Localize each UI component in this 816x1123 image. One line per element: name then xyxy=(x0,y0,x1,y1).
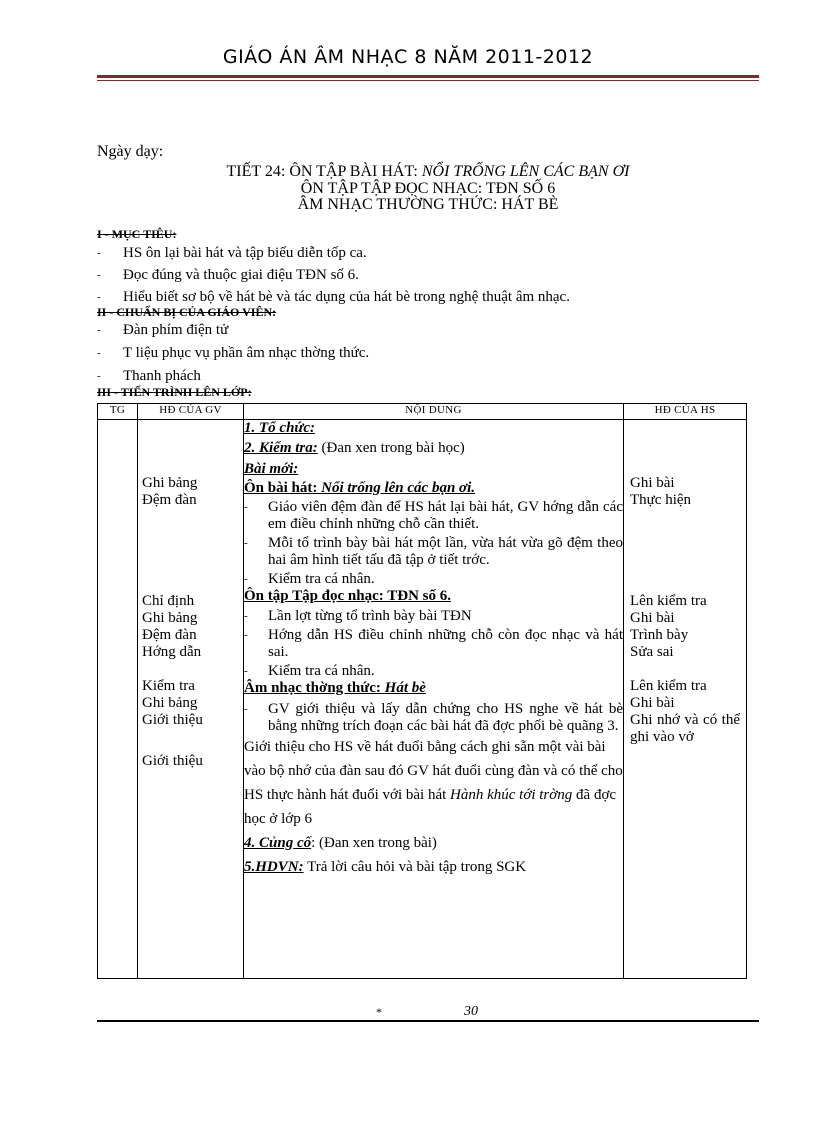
preparation-item: - T liệu phục vụ phần âm nhạc thờng thức. xyxy=(97,345,370,361)
lesson-title-line-2: ÔN TẬP TẬP ĐỌC NHẠC: TĐN SỐ 6 xyxy=(300,180,556,197)
date-label: Ngày dạy: xyxy=(97,143,164,160)
objective-item: - Đọc đúng và thuộc giai điệu TĐN số 6. xyxy=(97,267,359,283)
content-item: - Giáo viên đệm đàn để HS hát lại bài hát, GV hớng dẫn các em điều chỉnh những chỗ cần thiết. xyxy=(244,499,623,532)
content-item: - Kiểm tra cá nhân. xyxy=(244,571,375,587)
table-row xyxy=(98,420,747,979)
content-item: - Kiểm tra cá nhân. xyxy=(244,663,375,679)
col-header-tg: TG xyxy=(98,404,138,420)
objective-item: - HS ôn lại bài hát và tập biểu diễn tốp ca. xyxy=(97,245,367,261)
content-bai-moi: Bài mới: xyxy=(244,461,299,477)
section-heading-process: III - TIẾN TRÌNH LÊN LỚP: xyxy=(97,385,252,399)
content-hdvn: 5.HDVN: Trả lời câu hỏi và bài tập trong SGK xyxy=(244,859,527,875)
header-rule-thin xyxy=(97,80,759,81)
objective-item: - Hiểu biết sơ bộ về hát bè và tác dụng của hát bè trong nghệ thuật âm nhạc. xyxy=(97,289,570,305)
footer-rule xyxy=(97,1020,759,1022)
content-cung-co: 4. Củng cố: (Đan xen trong bài) xyxy=(244,835,437,851)
tg-cell xyxy=(98,420,138,979)
content-to-chuc: 1. Tổ chức: xyxy=(244,420,316,436)
table-header-row xyxy=(98,404,747,420)
content-on-bai-hat: Ôn bài hát: Nổi trống lên các bạn ơi. xyxy=(244,480,475,496)
lesson-title-line-3: ÂM NHẠC THƯỜNG THỨC: HÁT BÈ xyxy=(297,196,559,213)
content-item: - Mỗi tổ trình bày bài hát một lần, vừa hát vừa gõ đệm theo hai âm hình tiết tấu đã tập ở tiết trớc. xyxy=(244,535,623,568)
footer-star: * xyxy=(376,1005,382,1019)
content-on-tdn: Ôn tập Tập đọc nhạc: TĐN số 6. xyxy=(244,588,451,604)
section-heading-preparation: II - CHUẨN BỊ CỦA GIÁO VIÊN: xyxy=(97,305,277,319)
content-item: - Hớng dẫn HS điều chỉnh những chỗ còn đọc nhạc và hát sai. xyxy=(244,627,623,660)
gv-activity-cell: Ghi bảng Đệm đàn Chỉ định Ghi bảng Đệm đàn Hớng dẫn Kiểm tra Ghi bảng Giới thiệu Giới thiệu xyxy=(138,420,244,979)
content-para-hat-duoi: Giới thiệu cho HS về hát đuổi bằng cách ghi sẵn một vài bài vào bộ nhớ của đàn sau đó GV hát đuổi cùng đàn và có thể cho HS thực hành hát đuổi với bài hát Hành khúc tới trờng đã đợc học ở lớp 6 xyxy=(244,739,623,827)
page-number: 30 xyxy=(464,1004,478,1019)
col-header-content: NỘI DUNG xyxy=(244,404,624,420)
lesson-table xyxy=(97,403,747,979)
content-item: - GV giới thiệu và lấy dẫn chứng cho HS nghe về hát bè bằng những trích đoạn các bài hát đã đợc phối bè quãng 3. xyxy=(244,701,623,734)
title-song: NỔI TRỐNG LÊN CÁC BẠN ƠI xyxy=(421,163,630,180)
col-header-hs: HĐ CỦA HS xyxy=(624,404,747,420)
preparation-item: - Đàn phím điện tử xyxy=(97,322,229,338)
header-rule xyxy=(97,75,759,78)
content-cell xyxy=(244,420,624,979)
page-header-title: GIÁO ÁN ÂM NHẠC 8 NĂM 2011-2012 xyxy=(222,46,594,68)
col-header-gv: HĐ CỦA GV xyxy=(138,404,244,420)
content-item: - Lần lợt từng tổ trình bày bài TĐN xyxy=(244,608,472,624)
preparation-item: - Thanh phách xyxy=(97,368,201,384)
content-kiem-tra: 2. Kiểm tra: (Đan xen trong bài học) xyxy=(244,440,465,456)
title-prefix: TIẾT 24: ÔN TẬP BÀI HÁT: xyxy=(226,163,422,180)
lesson-title-line-1 xyxy=(97,163,759,181)
content-am-nhac-thuong-thuc: Âm nhạc thờng thức: Hát bè xyxy=(244,680,426,696)
hs-activity-cell: Ghi bài Thực hiện Lên kiểm tra Ghi bài Trình bày Sửa sai Lên kiểm tra Ghi bài Ghi nhớ và có thể ghi vào vở xyxy=(624,420,747,979)
section-heading-objectives: I - MỤC TIÊU: xyxy=(97,227,177,241)
